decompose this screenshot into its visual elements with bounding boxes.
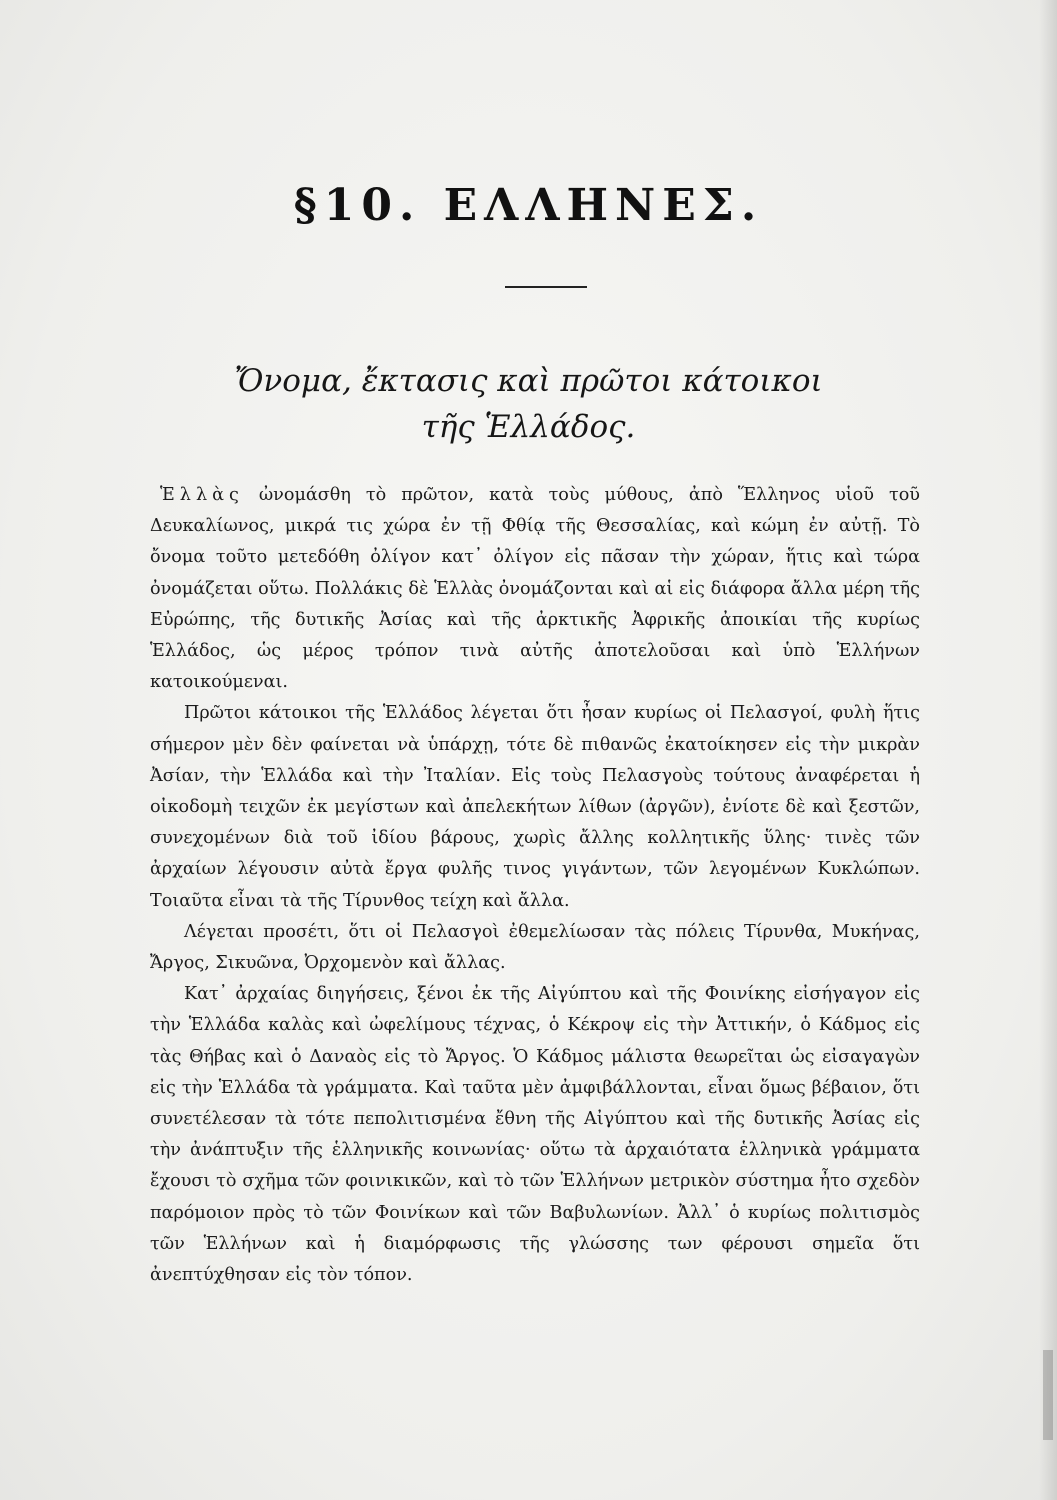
paragraph-3: Λέγεται προσέτι, ὅτι οἱ Πελασγοὶ ἐθεμελίωσαν τὰς πόλεις Τίρυνθα, Μυκήνας, Ἄργος, Σικυῶνα, Ὀρχομενὸν καὶ ἄλλας. [150, 921, 920, 974]
paragraph-1-lead-word: Ἑλλὰς [160, 485, 244, 505]
paragraph-2: Πρῶτοι κάτοικοι τῆς Ἑλλάδος λέγεται ὅτι ἦσαν κυρίως οἱ Πελασγοί, φυλὴ ἥτις σήμερον μὲν δὲν φαίνεται νὰ ὑπάρχῃ, τότε δὲ πιθανῶς ἐκατοίκησεν εἰς τὴν μικρὰν Ἀσίαν, τὴν Ἑλλάδα καὶ τὴν Ἰταλίαν. Εἰς τοὺς Πελασγοὺς τούτους ἀναφέρεται ἡ οἰκοδομὴ τειχῶν ἐκ μεγίστων καὶ ἀπελεκήτων λίθων (ἀργῶν), ἐνίοτε δὲ καὶ ξεστῶν, συνεχομένων διὰ τοῦ ἰδίου βάρους, χωρὶς ἄλλης κολλητικῆς ὕλης· τινὲς τῶν ἀρχαίων λέγουσιν αὐτὰ ἔργα φυλῆς τινος γιγάντων, τῶν λεγομένων Κυκλώπων. Τοιαῦτα εἶναι τὰ τῆς Τίρυνθος τείχη καὶ ἄλλα. [150, 703, 920, 911]
binding-mark [1043, 1350, 1053, 1440]
section-subtitle [0, 358, 1057, 450]
paragraph-1-text: ὠνομάσθη τὸ πρῶτον, κατὰ τοὺς μύθους, ἀπὸ Ἕλληνος υἱοῦ τοῦ Δευκαλίωνος, μικρά τις χώρα ἐν τῇ Φθίᾳ τῆς Θεσσαλίας, καὶ κώμη ἐν αὐτῇ. Τὸ ὄνομα τοῦτο μετεδόθη ὀλίγον κατ᾽ ὀλίγον εἰς πᾶσαν τὴν χώραν, ἥτις καὶ τώρα ὀνομάζεται οὕτω. Πολλάκις δὲ Ἑλλὰς ὀνομάζονται καὶ αἱ εἰς διάφορα ἄλλα μέρη τῆς Εὐρώπης, τῆς δυτικῆς Ἀσίας καὶ τῆς ἀρκτικῆς Ἀφρικῆς ἀποικίαι τῆς κυρίως Ἑλλάδος, ὡς μέρος τρόπον τινὰ αὐτῆς ἀποτελοῦσαι καὶ ὑπὸ Ἑλλήνων κατοικούμεναι. [150, 485, 920, 693]
body-text [150, 480, 920, 1291]
subtitle-line-1: Ὄνομα, ἔκτασις καὶ πρῶτοι κάτοικοι [234, 363, 823, 399]
paragraph-4: Κατ᾽ ἀρχαίας διηγήσεις, ξένοι ἐκ τῆς Αἰγύπτου καὶ τῆς Φοινίκης εἰσήγαγον εἰς τὴν Ἑλλάδα καλὰς καὶ ὠφελίμους τέχνας, ὁ Κέκροψ εἰς τὴν Ἀττικήν, ὁ Κάδμος εἰς τὰς Θήβας καὶ ὁ Δαναὸς εἰς τὸ Ἄργος. Ὁ Κάδμος μάλιστα θεωρεῖται ὡς εἰσαγαγὼν εἰς τὴν Ἑλλάδα τὰ γράμματα. Καὶ ταῦτα μὲν ἀμφιβάλλονται, εἶναι ὅμως βέβαιον, ὅτι συνετέλεσαν τὰ τότε πεπολιτισμένα ἔθνη τῆς Αἰγύπτου καὶ τῆς δυτικῆς Ἀσίας εἰς τὴν ἀνάπτυξιν τῆς ἑλληνικῆς κοινωνίας· οὕτω τὰ ἀρχαιότατα ἑλληνικὰ γράμματα ἔχουσι τὸ σχῆμα τῶν φοινικικῶν, καὶ τὸ τῶν Ἑλλήνων μετρικὸν σύστημα ἦτο σχεδὸν παρόμοιον πρὸς τὸ τῶν Φοινίκων καὶ τῶν Βαβυλωνίων. Ἀλλ᾽ ὁ κυρίως πολιτισμὸς τῶν Ἑλλήνων καὶ ἡ διαμόρφωσις τῆς γλώσσης των φέρουσι σημεῖα ὅτι ἀνεπτύχθησαν εἰς τὸν τόπον. [150, 984, 920, 1286]
section-heading: §10. ΕΛΛΗΝΕΣ. [293, 180, 764, 231]
paragraph-1 [150, 480, 920, 698]
heading-rule [505, 286, 587, 288]
subtitle-line-2: τῆς Ἑλλάδος. [421, 409, 636, 445]
